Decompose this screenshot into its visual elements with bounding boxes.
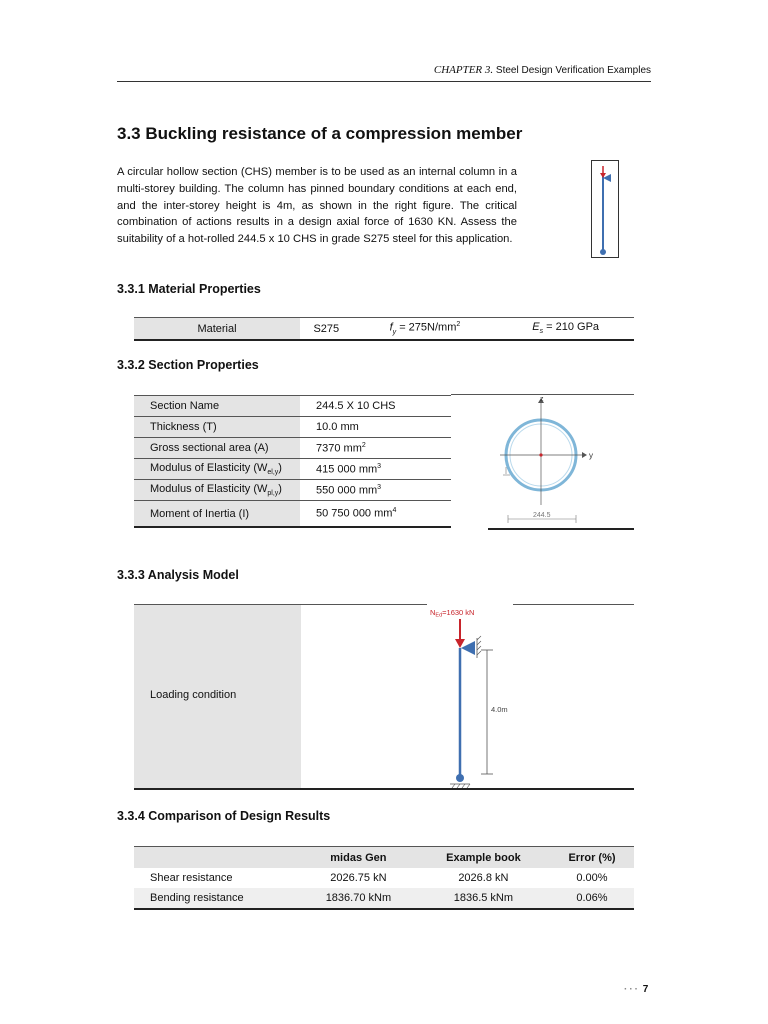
page-number-value: 7 bbox=[642, 984, 649, 995]
material-heading: 3.3.1 Material Properties bbox=[117, 282, 261, 296]
y-axis-label: y bbox=[589, 451, 593, 460]
ground-hatch bbox=[457, 784, 460, 788]
section-properties-table bbox=[134, 395, 451, 528]
cell: 1836.5 kNm bbox=[417, 888, 550, 909]
thumbnail-bottom-pin bbox=[600, 249, 606, 255]
row-label: Moment of Inertia (I) bbox=[134, 501, 300, 528]
table-row bbox=[134, 888, 634, 909]
column-thumbnail-figure bbox=[591, 160, 619, 258]
centroid-mark bbox=[539, 453, 542, 456]
table-row bbox=[134, 868, 634, 888]
top-support-hatch bbox=[477, 646, 481, 650]
top-roller-support bbox=[461, 641, 475, 655]
table-row bbox=[134, 480, 451, 501]
row-label: Thickness (T) bbox=[134, 417, 300, 438]
table-row bbox=[134, 459, 451, 480]
table-row bbox=[134, 396, 451, 417]
load-arrowhead bbox=[455, 639, 465, 648]
row-value: 50 750 000 $mm^4$ bbox=[300, 501, 451, 528]
table-row bbox=[134, 417, 451, 438]
row-value: 7370 $mm^2$ bbox=[300, 438, 451, 459]
running-header bbox=[117, 64, 651, 76]
column-header: midas Gen bbox=[300, 847, 417, 869]
chs-section-figure bbox=[470, 395, 610, 523]
cell: 1836.70 kNm bbox=[300, 888, 417, 909]
ground-hatch bbox=[452, 784, 455, 788]
top-support-hatch bbox=[477, 636, 481, 640]
table-row bbox=[134, 438, 451, 459]
axial-load-label: $N_{Ed}=1630$ kN bbox=[430, 608, 475, 619]
column-header: Error (%) bbox=[550, 847, 634, 869]
row-value: 415 000 $mm^3$ bbox=[300, 459, 451, 480]
analysis-model-panel bbox=[134, 604, 634, 790]
column-header: Example book bbox=[417, 847, 550, 869]
row-label: Modulus of Elasticity $(W_{pl,y})$ bbox=[134, 480, 300, 501]
yield-strength: $f_y = 275N/mm^2$ bbox=[389, 321, 461, 336]
row-label: Modulus of Elasticity $(W_{el,y})$ bbox=[134, 459, 300, 480]
row-label: Shear resistance bbox=[150, 872, 233, 884]
cell: 0.00% bbox=[576, 872, 608, 884]
top-support-hatch bbox=[477, 641, 481, 645]
material-row bbox=[134, 318, 634, 341]
bottom-pin-support bbox=[456, 774, 464, 782]
loading-condition-cell bbox=[134, 605, 301, 788]
ground-hatch bbox=[467, 784, 470, 788]
thumbnail-frame bbox=[592, 161, 619, 258]
cell: 2026.75 kN bbox=[330, 872, 387, 884]
y-axis-arrowhead bbox=[582, 452, 587, 458]
cell: 0.06% bbox=[550, 888, 634, 909]
analysis-heading: 3.3.3 Analysis Model bbox=[117, 568, 239, 582]
material-table bbox=[134, 317, 634, 341]
comparison-table bbox=[134, 846, 634, 910]
chapter-label: CHAPTER 3. bbox=[433, 64, 494, 76]
z-axis-label: z bbox=[540, 396, 544, 403]
row-value: 244.5 X 10 CHS bbox=[300, 396, 451, 417]
height-label: 4.0m bbox=[491, 705, 508, 714]
cell: 2026.8 kN bbox=[458, 872, 509, 884]
section-figure-bottom-rule bbox=[488, 528, 634, 530]
page-number bbox=[624, 984, 648, 995]
column-loading-figure bbox=[420, 600, 540, 788]
table-row bbox=[134, 501, 451, 528]
row-label: Section Name bbox=[134, 396, 300, 417]
loading-condition-label: Loading condition bbox=[150, 689, 237, 701]
ground-hatch bbox=[462, 784, 465, 788]
comparison-heading: 3.3.4 Comparison of Design Results bbox=[117, 809, 331, 823]
row-label: Bending resistance bbox=[134, 888, 300, 909]
row-value: 10.0 mm bbox=[300, 417, 451, 438]
column-header bbox=[134, 847, 300, 869]
material-grade: S275 bbox=[313, 322, 340, 335]
row-value: 550 000 $mm^3$ bbox=[300, 480, 451, 501]
diameter-label: 244.5 bbox=[533, 512, 551, 519]
page-dots: ··· bbox=[624, 984, 640, 995]
section-properties-heading: 3.3.2 Section Properties bbox=[117, 358, 259, 372]
material-label: Material bbox=[134, 318, 300, 341]
intro-paragraph: A circular hollow section (CHS) member is to be used as an internal column in a multi-storey building. The column has pinned boundary conditions at each end, and the inter-storey height is 4m, as shown in the right figure. The critical combination of actions results in a design axial force of 1630 KN. Assess the suitability of a hot-rolled 244.5 x 10 CHS in grade S275 steel for this application. bbox=[117, 166, 517, 246]
table-header-row bbox=[134, 847, 634, 869]
chapter-title: Steel Design Verification Examples bbox=[495, 65, 651, 76]
section-title: 3.3 Buckling resistance of a compression member bbox=[117, 124, 523, 143]
top-support-hatch bbox=[477, 651, 481, 655]
header-divider bbox=[117, 81, 651, 82]
row-label: Gross sectional area (A) bbox=[134, 438, 300, 459]
elastic-modulus: $E_s = 210$ GPa bbox=[532, 321, 600, 336]
